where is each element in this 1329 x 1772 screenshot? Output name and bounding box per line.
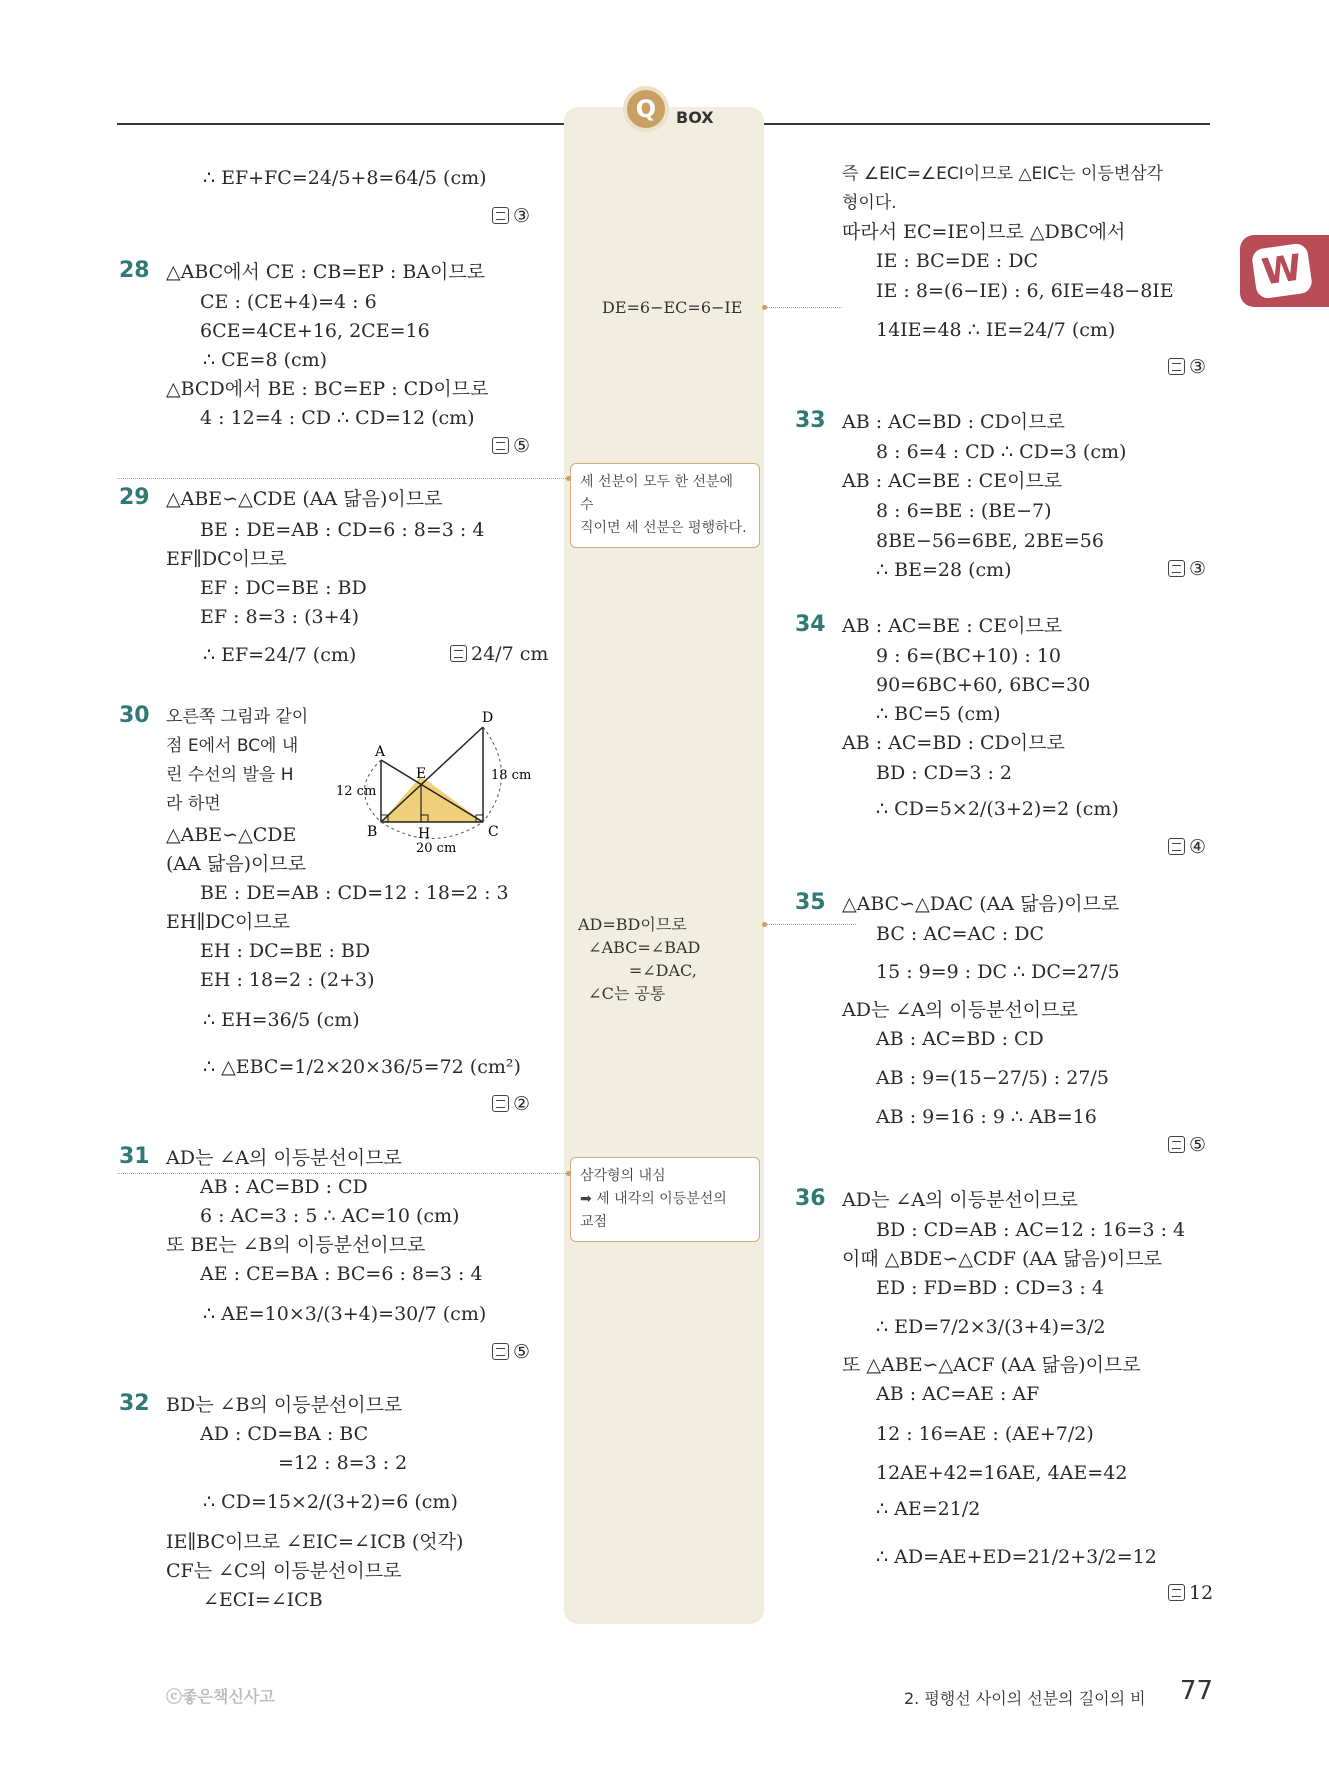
solution-line: AB : AC=BE : CE이므로 (842, 470, 1063, 492)
solution-line: 90=6BC+60, 6BC=30 (876, 674, 1091, 696)
solution-line: 12AE+42=16AE, 4AE=42 (876, 1462, 1128, 1484)
solution-line: BC : AC=AC : DC (876, 923, 1045, 945)
solution-line: EH : 18=2 : (2+3) (200, 969, 375, 991)
answer-mark (1168, 558, 1206, 580)
solution-line: BE : DE=AB : CD=6 : 8=3 : 4 (200, 519, 485, 541)
solution-line: ∴ AD=AE+ED=21/2+3/2=12 (876, 1546, 1157, 1568)
solution-line: △ABC에서 CE : CB=EP : BA이므로 (166, 261, 486, 283)
solution-line: EF : DC=BE : BD (200, 577, 367, 599)
solution-line: 15 : 9=9 : DC ∴ DC=27/5 (876, 961, 1120, 983)
solution-line: △ABE∽△CDE (AA 닮음)이므로 (166, 488, 443, 510)
answer-box-icon (492, 207, 509, 224)
leader-dot-32 (762, 305, 767, 310)
leader-dot-35 (762, 922, 767, 927)
answer-value: 12 (1189, 1582, 1214, 1604)
top-rule-left (117, 123, 565, 125)
solution-line: =12 : 8=3 : 2 (278, 1452, 408, 1474)
solution-line: AB : AC=BD : CD이므로 (842, 732, 1065, 754)
answer-mark (492, 1093, 530, 1115)
answer-mark (1168, 1134, 1206, 1156)
answer-value: ⑤ (513, 435, 531, 457)
answer-box-icon (1168, 1136, 1185, 1153)
leader-32 (764, 307, 842, 308)
answer-value: ⑤ (513, 1341, 531, 1363)
solution-line: EH : DC=BE : BD (200, 940, 371, 962)
label-d: D (482, 710, 494, 726)
answer-mark (1168, 836, 1206, 858)
solution-line: ∴ CE=8 (cm) (203, 349, 328, 371)
answer-box-icon (1168, 560, 1185, 577)
solution-line: ∴ △EBC=1/2×20×36/5=72 (cm²) (203, 1056, 521, 1078)
box-label: BOX (676, 108, 714, 127)
solution-line: ∴ CD=15×2/(3+2)=6 (cm) (203, 1491, 458, 1513)
solution-line: 14IE=48 ∴ IE=24/7 (cm) (876, 319, 1116, 341)
dashed-arc-bottom (381, 822, 483, 839)
solution-line: AB : 9=16 : 9 ∴ AB=16 (876, 1106, 1097, 1128)
answer-value: ⑤ (1189, 1134, 1207, 1156)
solution-line: ∴ EF+FC=24/5+8=64/5 (cm) (203, 167, 487, 189)
solution-line: AB : AC=AE : AF (876, 1383, 1040, 1405)
solution-line: 즉 ∠EIC=∠ECI이므로 △EIC는 이등변삼각 (842, 164, 1164, 184)
solution-line: ED : FD=BD : CD=3 : 4 (876, 1277, 1104, 1299)
box-eq-35: AD=BD이므로 ∠ABC=∠BAD =∠DAC, ∠C는 공통 (578, 915, 701, 1003)
solution-line: ∴ EH=36/5 (cm) (203, 1009, 360, 1031)
page-number: 77 (1180, 1676, 1214, 1706)
solution-line: 12 : 16=AE : (AE+7/2) (876, 1423, 1094, 1445)
answer-box-icon (492, 1095, 509, 1112)
answer-value: ③ (513, 205, 531, 227)
problem-number: 34 (795, 612, 826, 637)
w-logo-icon: W (1251, 242, 1313, 299)
solution-line: ∴ ED=7/2×3/(3+4)=3/2 (876, 1316, 1106, 1338)
solution-line: BD는 ∠B의 이등분선이므로 (166, 1394, 403, 1416)
solution-line: 9 : 6=(BC+10) : 10 (876, 645, 1062, 667)
solution-line: CE : (CE+4)=4 : 6 (200, 291, 377, 313)
label-20cm: 20 cm (416, 841, 457, 856)
answer-mark (450, 643, 548, 665)
label-c: C (488, 824, 499, 840)
solution-line: 린 수선의 발을 H (166, 765, 294, 785)
solution-line: AB : AC=BD : CD이므로 (842, 411, 1065, 433)
solution-line: 형이다. (842, 193, 897, 213)
problem-number: 29 (119, 485, 150, 510)
solution-line: 따라서 EC=IE이므로 △DBC에서 (842, 221, 1126, 243)
shaded-triangle-ebc (381, 776, 483, 822)
q-box-panel (564, 107, 764, 1624)
answer-mark (1168, 356, 1206, 378)
section-title: 2. 평행선 사이의 선분의 길이의 비 (904, 1689, 1146, 1708)
leader-31 (117, 1173, 570, 1174)
answer-box-icon (1168, 1584, 1185, 1601)
solution-line: ∴ CD=5×2/(3+2)=2 (cm) (876, 798, 1119, 820)
solution-line: AD는 ∠A의 이등분선이므로 (842, 999, 1078, 1021)
solution-line: 8 : 6=4 : CD ∴ CD=3 (cm) (876, 441, 1127, 463)
label-e: E (416, 766, 427, 782)
solution-line: ∴ EF=24/7 (cm) (203, 644, 357, 666)
label-h: H (418, 826, 431, 842)
solution-line: AB : AC=BD : CD (876, 1028, 1044, 1050)
note-parallel-lines: 세 선분이 모두 한 선분에 수 직이면 세 선분은 평행하다. (570, 463, 760, 548)
solution-line: EF : 8=3 : (3+4) (200, 606, 360, 628)
leader-dot-31 (566, 1171, 571, 1176)
solution-line: △ABC∽△DAC (AA 닮음)이므로 (842, 893, 1120, 915)
problem-number: 32 (119, 1391, 150, 1416)
answer-mark (492, 205, 530, 227)
solution-line: AD는 ∠A의 이등분선이므로 (166, 1147, 402, 1169)
answer-box-icon (1168, 358, 1185, 375)
answer-mark (492, 1341, 530, 1363)
solution-line: ∴ AE=21/2 (876, 1498, 981, 1520)
solution-line: 4 : 12=4 : CD ∴ CD=12 (cm) (200, 407, 475, 429)
solution-line: IE∥BC이므로 ∠EIC=∠ICB (엇각) (166, 1531, 464, 1553)
label-b: B (367, 824, 378, 840)
solution-line: △ABE∽△CDE (166, 824, 297, 846)
solution-line: CF는 ∠C의 이등분선이므로 (166, 1560, 402, 1582)
solution-line: △BCD에서 BE : BC=EP : CD이므로 (166, 378, 489, 400)
answer-value: 24/7 cm (471, 643, 549, 665)
leader-29 (117, 478, 570, 479)
answer-mark (492, 435, 530, 457)
solution-line: 오른쪽 그림과 같이 (166, 707, 309, 727)
solution-line: AE : CE=BA : BC=6 : 8=3 : 4 (200, 1263, 483, 1285)
leader-35 (764, 924, 856, 925)
label-18cm: 18 cm (491, 768, 532, 783)
problem-number: 31 (119, 1144, 150, 1169)
solution-line: (AA 닮음)이므로 (166, 853, 307, 875)
answer-box-icon (1168, 838, 1185, 855)
answer-box-icon (492, 1343, 509, 1360)
label-a: A (375, 744, 386, 760)
solution-line: 6 : AC=3 : 5 ∴ AC=10 (cm) (200, 1205, 460, 1227)
solution-line: BD : CD=3 : 2 (876, 762, 1013, 784)
answer-value: ④ (1189, 836, 1207, 858)
answer-value: ③ (1189, 356, 1207, 378)
chapter-tab (1240, 235, 1329, 307)
leader-dot-29 (566, 476, 571, 481)
box-eq-32: DE=6−EC=6−IE (602, 298, 743, 317)
answer-box-icon (450, 645, 467, 662)
solution-line: ∴ BE=28 (cm) (876, 559, 1012, 581)
solution-line: ∴ AE=10×3/(3+4)=30/7 (cm) (203, 1303, 487, 1325)
solution-line: EH∥DC이므로 (166, 911, 291, 933)
figure-30 (330, 705, 540, 865)
solution-line: BD : CD=AB : AC=12 : 16=3 : 4 (876, 1219, 1186, 1241)
answer-value: ③ (1189, 558, 1207, 580)
solution-line: AD : CD=BA : BC (200, 1423, 369, 1445)
solution-line: EF∥DC이므로 (166, 548, 287, 570)
solution-line: 또 △ABE∽△ACF (AA 닮음)이므로 (842, 1354, 1141, 1376)
solution-line: IE : BC=DE : DC (876, 250, 1038, 272)
solution-line: 이때 △BDE∽△CDF (AA 닮음)이므로 (842, 1248, 1163, 1270)
solution-line: AD는 ∠A의 이등분선이므로 (842, 1189, 1078, 1211)
solution-line: BE : DE=AB : CD=12 : 18=2 : 3 (200, 882, 509, 904)
problem-number: 33 (795, 408, 826, 433)
problem-number: 28 (119, 258, 150, 283)
problem-number: 36 (795, 1186, 826, 1211)
solution-line: 라 하면 (166, 794, 221, 814)
note-incenter: 삼각형의 내심 ➡ 세 내각의 이등분선의 교점 (570, 1157, 760, 1242)
solution-line: 6CE=4CE+16, 2CE=16 (200, 320, 430, 342)
answer-mark (1168, 1582, 1213, 1604)
answer-box-icon (492, 437, 509, 454)
solution-line: ∴ BC=5 (cm) (876, 703, 1001, 725)
solution-line: AB : 9=(15−27/5) : 27/5 (876, 1067, 1109, 1089)
publisher-mark: ⓒ좋은책신사고 (166, 1687, 275, 1706)
problem-number: 35 (795, 890, 826, 915)
label-12cm: 12 cm (336, 784, 377, 799)
q-logo-icon: Q (623, 86, 669, 132)
solution-line: ∠ECI=∠ICB (203, 1589, 323, 1611)
problem-number: 30 (119, 703, 150, 728)
solution-line: AB : AC=BD : CD (200, 1176, 368, 1198)
solution-line: IE : 8=(6−IE) : 6, 6IE=48−8IE (876, 280, 1174, 302)
answer-value: ② (513, 1093, 531, 1115)
top-rule-right (764, 123, 1210, 125)
solution-line: 8BE−56=6BE, 2BE=56 (876, 530, 1104, 552)
solution-line: 또 BE는 ∠B의 이등분선이므로 (166, 1234, 426, 1256)
solution-line: 점 E에서 BC에 내 (166, 736, 299, 756)
solution-line: 8 : 6=BE : (BE−7) (876, 500, 1052, 522)
solution-line: AB : AC=BE : CE이므로 (842, 615, 1063, 637)
